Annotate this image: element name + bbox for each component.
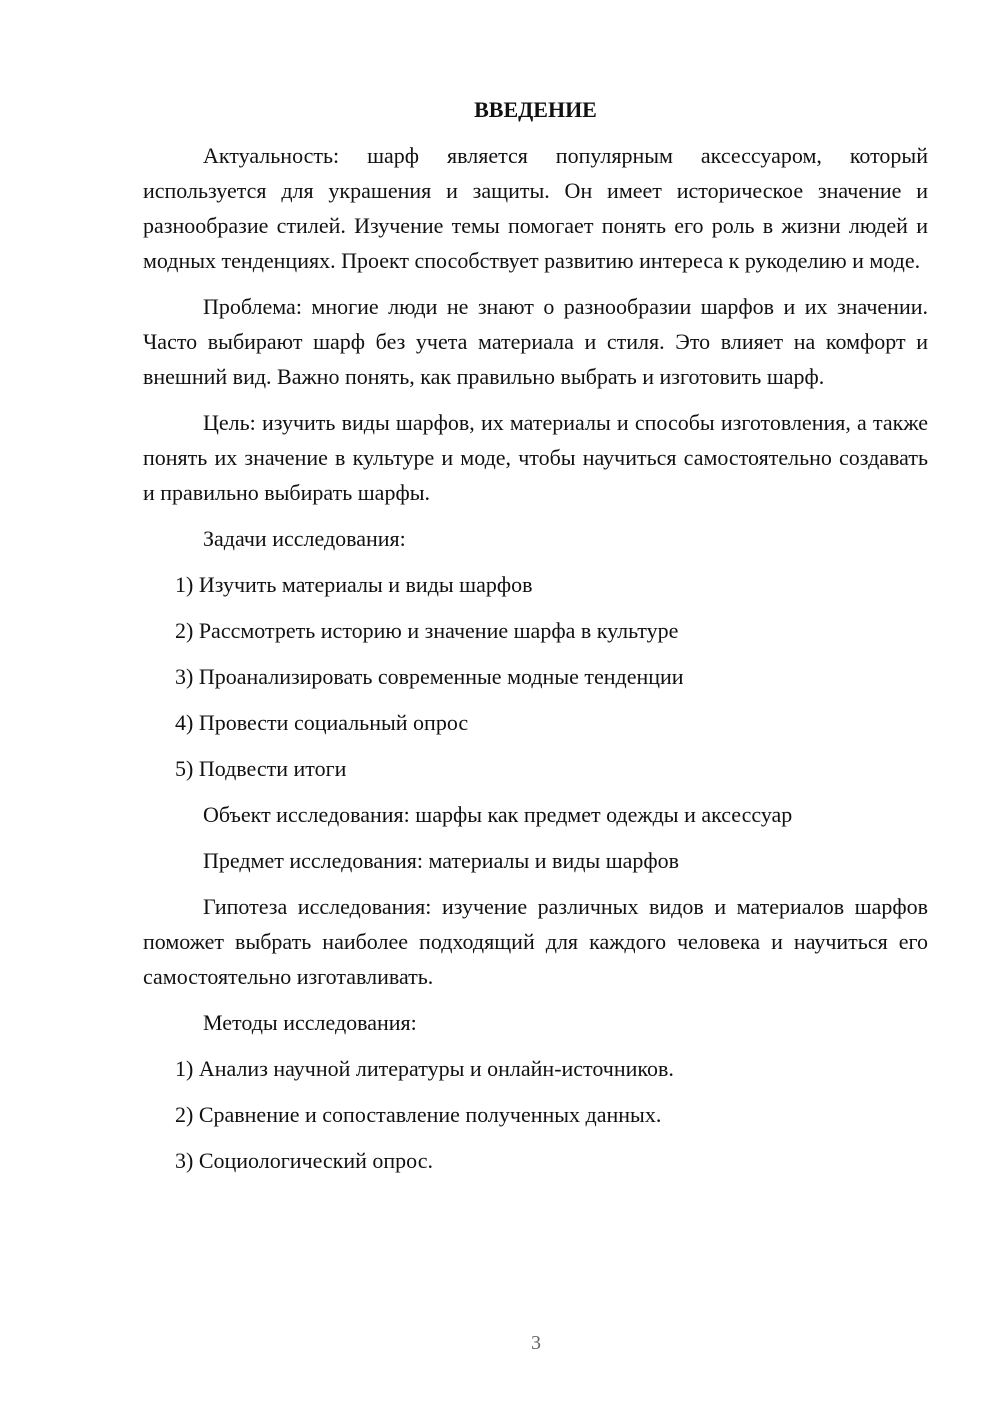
- tasks-heading: Задачи исследования:: [203, 526, 406, 551]
- methods-heading: Методы исследования:: [203, 1010, 417, 1035]
- page-number: 3: [531, 1332, 541, 1354]
- goal-paragraph: Цель: изучить виды шарфов, их материалы и способы изготовления, а также понять их значение в культуре и моде, чтобы научиться самостоятельно создавать и правильно выбирать шарфы.: [143, 410, 928, 505]
- document-page: [143, 92, 928, 1189]
- method-item: 2) Сравнение и сопоставление полученных данных.: [175, 1102, 662, 1127]
- section-title: ВВЕДЕНИЕ: [474, 97, 597, 122]
- task-item: 4) Провести социальный опрос: [175, 710, 469, 735]
- task-item: 5) Подвести итоги: [175, 756, 347, 781]
- research-object: Объект исследования: шарфы как предмет одежды и аксессуар: [203, 802, 793, 827]
- relevance-paragraph: Актуальность: шарф является популярным аксессуаром, который используется для украшения и защиты. Он имеет историческое значение и разнообразие стилей. Изучение темы помогает понять его роль в жизни людей и модных тенденциях. Проект способствует развитию интереса к рукоделию и моде.: [143, 143, 928, 273]
- method-item: 1) Анализ научной литературы и онлайн-источников.: [175, 1056, 674, 1081]
- task-item: 1) Изучить материалы и виды шарфов: [175, 572, 533, 597]
- task-item: 2) Рассмотреть историю и значение шарфа в культуре: [175, 618, 679, 643]
- method-item: 3) Социологический опрос.: [175, 1148, 433, 1173]
- research-subject: Предмет исследования: материалы и виды шарфов: [203, 848, 680, 873]
- hypothesis-paragraph: Гипотеза исследования: изучение различных видов и материалов шарфов поможет выбрать наиболее подходящий для каждого человека и научиться его самостоятельно изготавливать.: [143, 894, 928, 989]
- problem-paragraph: Проблема: многие люди не знают о разнообразии шарфов и их значении. Часто выбирают шарф без учета материала и стиля. Это влияет на комфорт и внешний вид. Важно понять, как правильно выбрать и изготовить шарф.: [143, 294, 928, 389]
- task-item: 3) Проанализировать современные модные тенденции: [175, 664, 684, 689]
